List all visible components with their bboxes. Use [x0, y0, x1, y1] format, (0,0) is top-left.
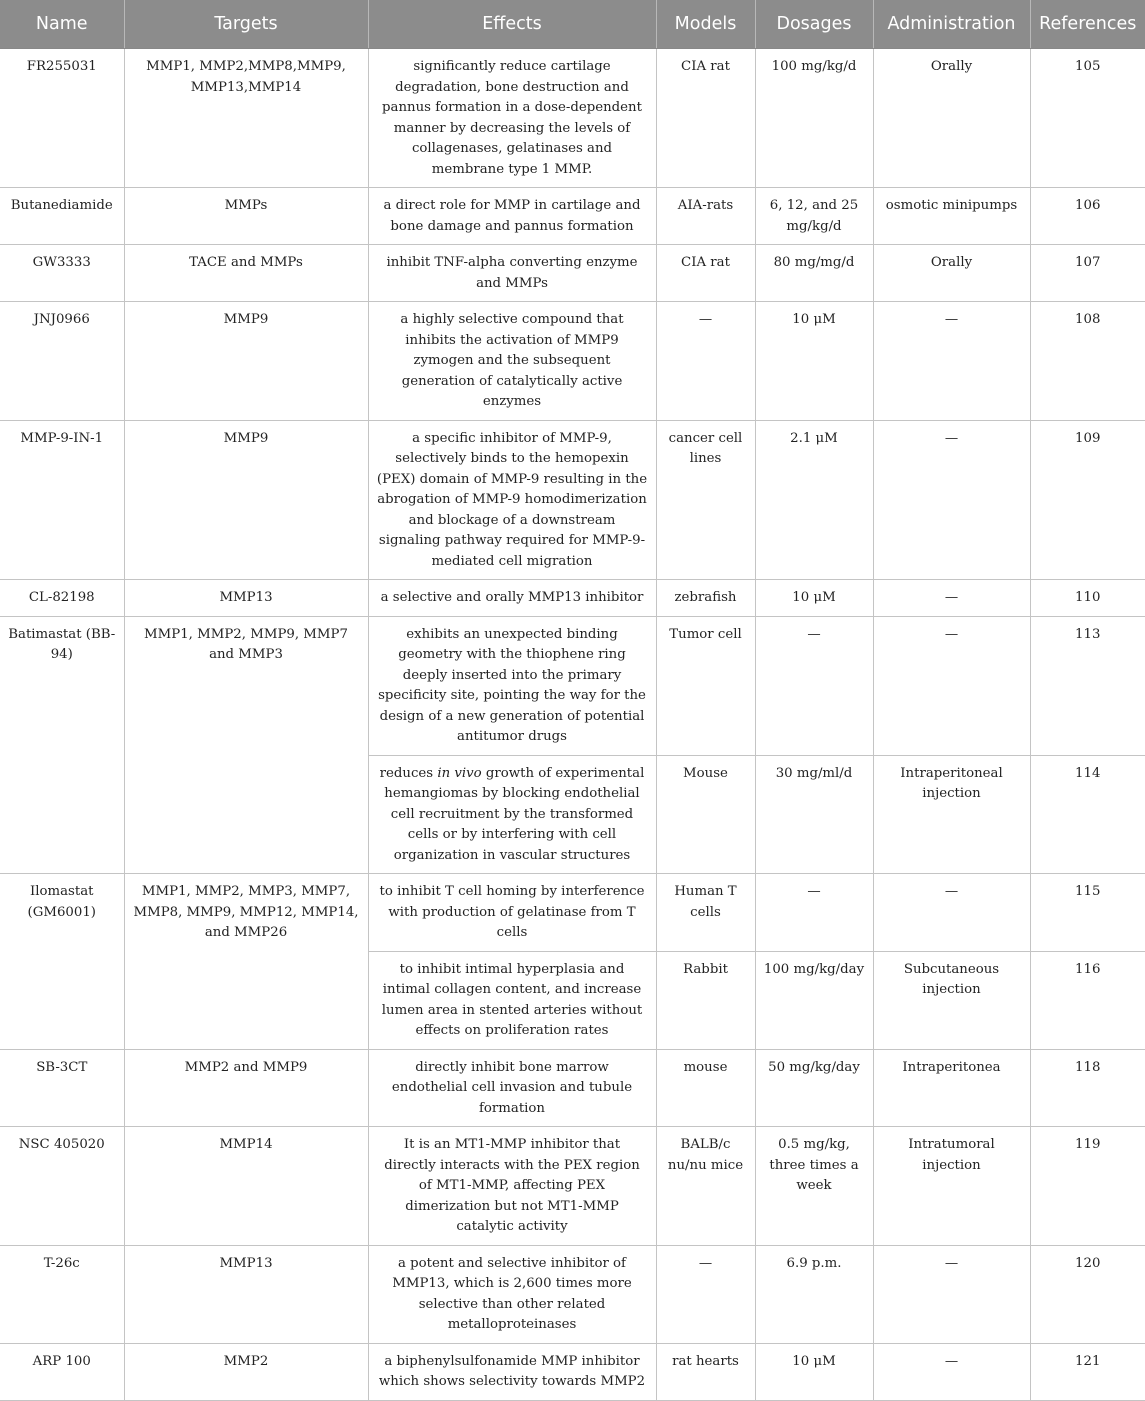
cell-reference: 106: [1030, 188, 1145, 245]
table-row: [0, 1049, 1145, 1127]
cell-targets: MMP1, MMP2, MMP9, MMP7 and MMP3: [124, 616, 368, 874]
cell-name: SB-3CT: [0, 1049, 124, 1127]
cell-dosages: 10 μM: [755, 302, 873, 421]
cell-name: ARP 100: [0, 1343, 124, 1400]
cell-targets: MMP9: [124, 302, 368, 421]
cell-administration: —: [873, 580, 1030, 617]
cell-reference: 121: [1030, 1343, 1145, 1400]
table-row: [0, 616, 1145, 755]
cell-targets: MMP1, MMP2, MMP3, MMP7, MMP8, MMP9, MMP12, MMP14, and MMP26: [124, 874, 368, 1050]
effects-text-italic: in vivo: [437, 765, 482, 781]
cell-models: Human T cells: [656, 874, 755, 952]
cell-effects: It is an MT1-MMP inhibitor that directly interacts with the PEX region of MT1-MMP, affecting PEX dimerization but not MT1-MMP catalytic activity: [368, 1127, 656, 1246]
cell-name: T-26c: [0, 1245, 124, 1343]
cell-reference: 114: [1030, 755, 1145, 874]
cell-administration: Orally: [873, 49, 1030, 188]
cell-dosages: —: [755, 874, 873, 952]
cell-models: cancer cell lines: [656, 420, 755, 580]
header-effects: Effects: [368, 0, 656, 49]
cell-effects: to inhibit intimal hyperplasia and intimal collagen content, and increase lumen area in stented arteries without effects on proliferation rates: [368, 951, 656, 1049]
header-name: Name: [0, 0, 124, 49]
cell-reference: 115: [1030, 874, 1145, 952]
cell-reference: 119: [1030, 1127, 1145, 1246]
cell-name: JNJ0966: [0, 302, 124, 421]
cell-reference: 118: [1030, 1049, 1145, 1127]
cell-administration: —: [873, 420, 1030, 580]
cell-reference: 116: [1030, 951, 1145, 1049]
cell-dosages: 100 mg/kg/d: [755, 49, 873, 188]
cell-administration: Intratumoral injection: [873, 1127, 1030, 1246]
cell-administration: —: [873, 1245, 1030, 1343]
cell-models: zebrafish: [656, 580, 755, 617]
cell-effects: exhibits an unexpected binding geometry with the thiophene ring deeply inserted into the primary specificity site, pointing the way for the design of a new generation of potential antitumor drugs: [368, 616, 656, 755]
header-dosages: Dosages: [755, 0, 873, 49]
effects-text-post: growth of experimental hemangiomas by blocking endothelial cell recruitment by the transformed cells or by interfering with cell organization in vascular structures: [384, 765, 645, 863]
cell-administration: osmotic minipumps: [873, 188, 1030, 245]
table-row: [0, 1343, 1145, 1400]
table-row: [0, 420, 1145, 580]
cell-models: mouse: [656, 1049, 755, 1127]
cell-reference: 107: [1030, 245, 1145, 302]
cell-models: CIA rat: [656, 49, 755, 188]
cell-dosages: 0.5 mg/kg, three times a week: [755, 1127, 873, 1246]
cell-effects: a specific inhibitor of MMP-9, selectively binds to the hemopexin (PEX) domain of MMP-9 resulting in the abrogation of MMP-9 homodimerization and blockage of a downstream signaling pathway required for MMP-9-mediated cell migration: [368, 420, 656, 580]
cell-dosages: 50 mg/kg/day: [755, 1049, 873, 1127]
table-row: [0, 580, 1145, 617]
table-row: [0, 1127, 1145, 1246]
cell-targets: TACE and MMPs: [124, 245, 368, 302]
cell-models: Mouse: [656, 755, 755, 874]
cell-dosages: 2.1 μM: [755, 420, 873, 580]
cell-effects: a biphenylsulfonamide MMP inhibitor which shows selectivity towards MMP2: [368, 1343, 656, 1400]
cell-administration: —: [873, 1343, 1030, 1400]
cell-name: Butanediamide: [0, 188, 124, 245]
cell-name: NSC 405020: [0, 1127, 124, 1246]
cell-effects: to inhibit T cell homing by interference with production of gelatinase from T cells: [368, 874, 656, 952]
cell-dosages: 100 mg/kg/day: [755, 951, 873, 1049]
cell-effects: [368, 755, 656, 874]
cell-name: GW3333: [0, 245, 124, 302]
cell-models: Rabbit: [656, 951, 755, 1049]
cell-dosages: 80 mg/mg/d: [755, 245, 873, 302]
cell-models: Tumor cell: [656, 616, 755, 755]
cell-effects: a potent and selective inhibitor of MMP13, which is 2,600 times more selective than other related metalloproteinases: [368, 1245, 656, 1343]
table-row: [0, 245, 1145, 302]
cell-reference: 108: [1030, 302, 1145, 421]
cell-models: BALB/c nu/nu mice: [656, 1127, 755, 1246]
cell-effects: a selective and orally MMP13 inhibitor: [368, 580, 656, 617]
table-row: [0, 49, 1145, 188]
cell-administration: —: [873, 616, 1030, 755]
cell-models: AIA-rats: [656, 188, 755, 245]
cell-reference: 109: [1030, 420, 1145, 580]
cell-effects: inhibit TNF-alpha converting enzyme and MMPs: [368, 245, 656, 302]
cell-models: —: [656, 302, 755, 421]
cell-administration: —: [873, 302, 1030, 421]
cell-models: CIA rat: [656, 245, 755, 302]
cell-reference: 110: [1030, 580, 1145, 617]
table-row: [0, 302, 1145, 421]
cell-effects: significantly reduce cartilage degradation, bone destruction and pannus formation in a dose-dependent manner by decreasing the levels of collagenases, gelatinases and membrane type 1 MMP.: [368, 49, 656, 188]
table-row: [0, 1245, 1145, 1343]
cell-effects: a direct role for MMP in cartilage and bone damage and pannus formation: [368, 188, 656, 245]
header-administration: Administration: [873, 0, 1030, 49]
cell-name: FR255031: [0, 49, 124, 188]
cell-name: MMP-9-IN-1: [0, 420, 124, 580]
cell-administration: Subcutaneous injection: [873, 951, 1030, 1049]
cell-reference: 120: [1030, 1245, 1145, 1343]
cell-dosages: 10 μM: [755, 1343, 873, 1400]
header-references: References: [1030, 0, 1145, 49]
cell-dosages: 6, 12, and 25 mg/kg/d: [755, 188, 873, 245]
cell-reference: 113: [1030, 616, 1145, 755]
cell-effects: a highly selective compound that inhibits the activation of MMP9 zymogen and the subsequent generation of catalytically active enzymes: [368, 302, 656, 421]
cell-name: Batimastat (BB-94): [0, 616, 124, 874]
cell-models: —: [656, 1245, 755, 1343]
cell-targets: MMPs: [124, 188, 368, 245]
cell-targets: MMP14: [124, 1127, 368, 1246]
cell-dosages: 30 mg/ml/d: [755, 755, 873, 874]
table-row: [0, 874, 1145, 952]
cell-dosages: —: [755, 616, 873, 755]
cell-administration: —: [873, 874, 1030, 952]
cell-targets: MMP2: [124, 1343, 368, 1400]
cell-targets: MMP2 and MMP9: [124, 1049, 368, 1127]
cell-administration: Orally: [873, 245, 1030, 302]
cell-models: rat hearts: [656, 1343, 755, 1400]
table-row: [0, 188, 1145, 245]
cell-targets: MMP1, MMP2,MMP8,MMP9, MMP13,MMP14: [124, 49, 368, 188]
cell-effects: directly inhibit bone marrow endothelial cell invasion and tubule formation: [368, 1049, 656, 1127]
effects-text-pre: reduces: [379, 765, 438, 781]
header-targets: Targets: [124, 0, 368, 49]
cell-name: CL-82198: [0, 580, 124, 617]
header-row: [0, 0, 1145, 49]
cell-targets: MMP13: [124, 580, 368, 617]
cell-dosages: 10 μM: [755, 580, 873, 617]
cell-dosages: 6.9 p.m.: [755, 1245, 873, 1343]
cell-reference: 105: [1030, 49, 1145, 188]
cell-administration: Intraperitoneal injection: [873, 755, 1030, 874]
cell-targets: MMP13: [124, 1245, 368, 1343]
cell-targets: MMP9: [124, 420, 368, 580]
cell-name: Ilomastat (GM6001): [0, 874, 124, 1050]
header-models: Models: [656, 0, 755, 49]
cell-administration: Intraperitonea: [873, 1049, 1030, 1127]
